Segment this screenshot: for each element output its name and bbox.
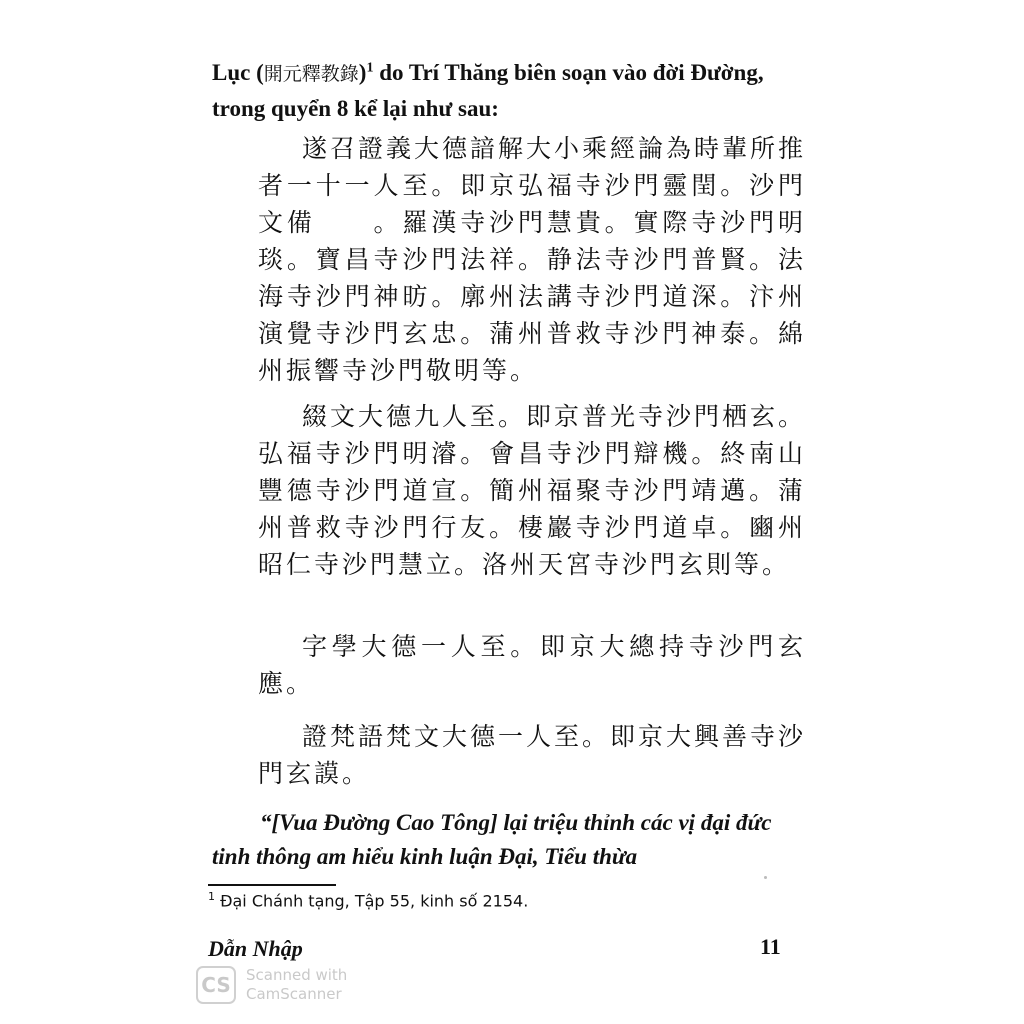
footnote-divider [208, 884, 336, 886]
watermark-line-1: Scanned with [246, 966, 348, 984]
intro-paragraph [212, 56, 812, 126]
footnote-mark: 1 [208, 890, 215, 903]
intro-rest: do Trí Thăng biên soạn vào đời Đường, trong quyển 8 kể lại như sau: [212, 60, 764, 121]
watermark-text [246, 966, 347, 1004]
intro-close: ) [358, 60, 367, 85]
footnote-text: Đại Chánh tạng, Tập 55, kinh số 2154. [215, 891, 529, 911]
running-footer-title: Dẫn Nhập [208, 936, 303, 961]
camscanner-watermark [196, 966, 347, 1004]
camscanner-logo-icon: CS [196, 966, 236, 1004]
chinese-paragraph-4: 證梵語梵文大德一人至。即京大興善寺沙門玄謨。 [258, 722, 807, 788]
translation-paragraph: “[Vua Đường Cao Tông] lại triệu thỉnh các vị đại đức tinh thông am hiểu kinh luận Đại, Tiểu thừa [212, 810, 772, 869]
chinese-paragraph-3: 字學大德一人至。即京大總持寺沙門玄應。 [258, 632, 806, 698]
chinese-paragraph-1: 遂召證義大德諳解大小乘經論為時輩所推者一十一人至。即京弘福寺沙門靈閏。沙門文備 。羅漢寺沙門慧貴。實際寺沙門明琰。寶昌寺沙門法祥。静法寺沙門普賢。法海寺沙門神昉。廓州法講寺沙門道深。汴州演覺寺沙門玄忠。蒲州普救寺沙門神泰。綿州振響寺沙門敬明等。 [258, 134, 807, 385]
footnote-ref[interactable]: 1 [366, 60, 374, 76]
scan-speck [764, 876, 767, 879]
chinese-paragraph-2: 綴文大德九人至。即京普光寺沙門栖玄。弘福寺沙門明濬。會昌寺沙門辯機。終南山豐德寺沙門道宣。簡州福聚寺沙門靖邁。蒲州普救寺沙門行友。棲巖寺沙門道卓。豳州昭仁寺沙門慧立。洛州天宮寺沙門玄則等。 [258, 402, 807, 579]
watermark-line-2: CamScanner [246, 985, 342, 1003]
footnote [208, 890, 528, 910]
intro-cjk-title: 開元釋教錄 [263, 64, 359, 85]
page-number: 11 [760, 934, 781, 959]
intro-lead: Lục ( [212, 60, 264, 85]
